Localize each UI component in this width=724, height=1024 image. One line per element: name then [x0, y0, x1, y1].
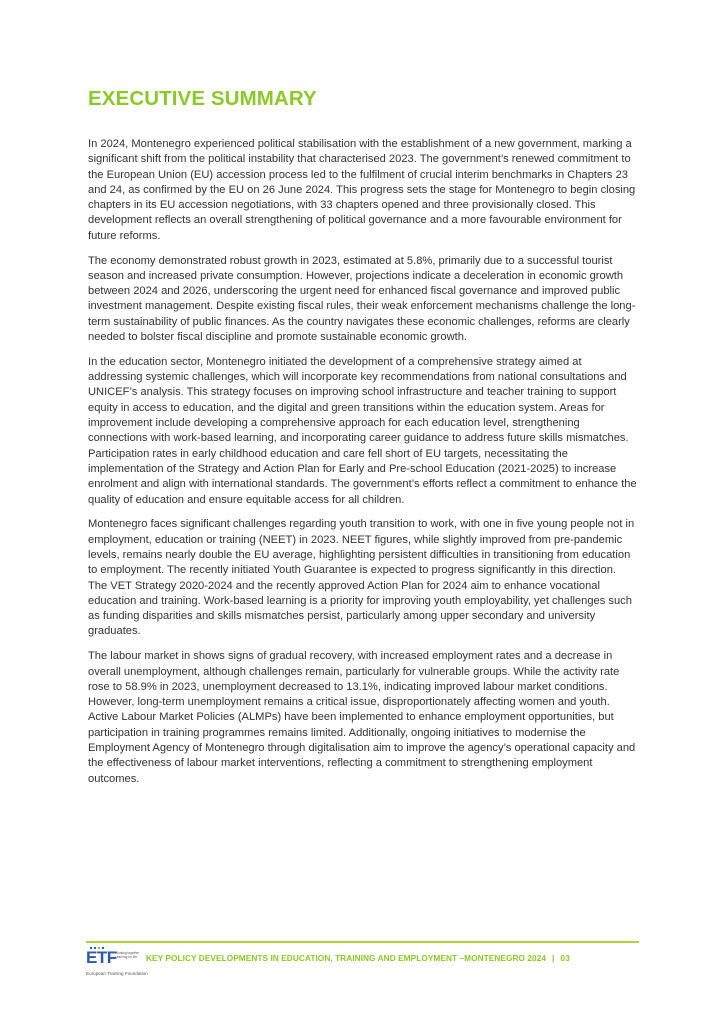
paragraph-youth-transition: Montenegro faces significant challenges regarding youth transition to work, with one in five young people not in employment, education or training (NEET) in 2023. NEET figures, while slightly improved from pre-pandemic levels, remains nearly double the EU average, highlighting persistent difficulties in transitioning from education to employment. The recently initiated Youth Guarantee is expected to progress significantly in this direction. The VET Strategy 2020-2024 and the recently approved Action Plan for 2024 aim to enhance vocational education and training. Work-based learning is a priority for improving youth employability, yet challenges such as funding disparities and skills mismatches persist, particularly among upper secondary and university graduates. [88, 518, 635, 638]
footer-title: KEY POLICY DEVELOPMENTS IN EDUCATION, TRAINING AND EMPLOYMENT –MONTENEGRO 2024 [146, 953, 547, 963]
paragraph-labour-market: The labour market in shows signs of gradual recovery, with increased employment rates and a decrease in overall unemployment, although challenges remain, particularly for vulnerable groups. While the activity rate rose to 58.9% in 2023, unemployment decreased to 13.1%, indicating improved labour market conditions. However, long-term unemployment remains a critical issue, disproportionately affecting women and youth. Active Labour Market Policies (ALMPs) have been implemented to enhance employment opportunities, but participation in training programmes remains limited. Additionally, ongoing initiatives to modernise the Employment Agency of Montenegro through digitalisation aim to improve the agency’s operational capacity and the effectiveness of labour market interventions, reflecting a commitment to strengthening employment outcomes. [88, 650, 636, 785]
footer-separator: | [552, 953, 555, 963]
running-footer [146, 953, 640, 963]
page-number: 03 [560, 953, 570, 963]
logo-subtitle: European Training Foundation [86, 971, 148, 976]
paragraph-economy: The economy demonstrated robust growth in 2023, estimated at 5.8%, primarily due to a successful tourist season and increased private consumption. However, projections indicate a deceleration in economic growth between 2024 and 2026, underscoring the urgent need for enhanced fiscal governance and improved public investment management. Despite existing fiscal rules, their weak enforcement mechanisms challenge the long-term sustainability of public finances. As the country navigates these economic challenges, reforms are clearly needed to bolster fiscal discipline and promote sustainable economic growth. [88, 254, 636, 344]
logo-tagline: Working together Learning for life [115, 951, 140, 959]
logo-mark: ETF [86, 948, 117, 967]
paragraph-political: In 2024, Montenegro experienced political stabilisation with the establishment of a new government, marking a significant shift from the political instability that characterised 2023. The government’s renewed commitment to the European Union (EU) accession process led to the fulfilment of crucial interim benchmarks in Chapters 23 and 24, as confirmed by the EU on 26 June 2024. This progress sets the stage for Montenegro to begin closing chapters in its EU accession negotiations, with 33 chapters opened and three provisionally closed. This development reflects an overall strengthening of political governance and a more favourable environment for future reforms. [88, 138, 636, 242]
footer-divider [86, 941, 639, 943]
etf-logo [86, 946, 146, 980]
paragraph-education: In the education sector, Montenegro initiated the development of a comprehensive strategy aimed at addressing systemic challenges, which will incorporate key recommendations from national consultations and UNICEF’s analysis. This strategy focuses on improving school infrastructure and teacher training to support equity in access to education, and the digital and green transitions within the education system. Areas for improvement include developing a comprehensive approach for each education level, strengthening connections with work-based learning, and incorporating career guidance to address future skills mismatches. Participation rates in early childhood education and care fell short of EU targets, necessitating the implementation of the Strategy and Action Plan for Early and Pre-school Education (2021-2025) to increase enrolment and align with international standards. The government’s efforts reflect a commitment to enhance the quality of education and ensure equitable access for all children. [88, 355, 637, 506]
page-title: EXECUTIVE SUMMARY [88, 87, 317, 110]
executive-summary-body [88, 137, 638, 796]
